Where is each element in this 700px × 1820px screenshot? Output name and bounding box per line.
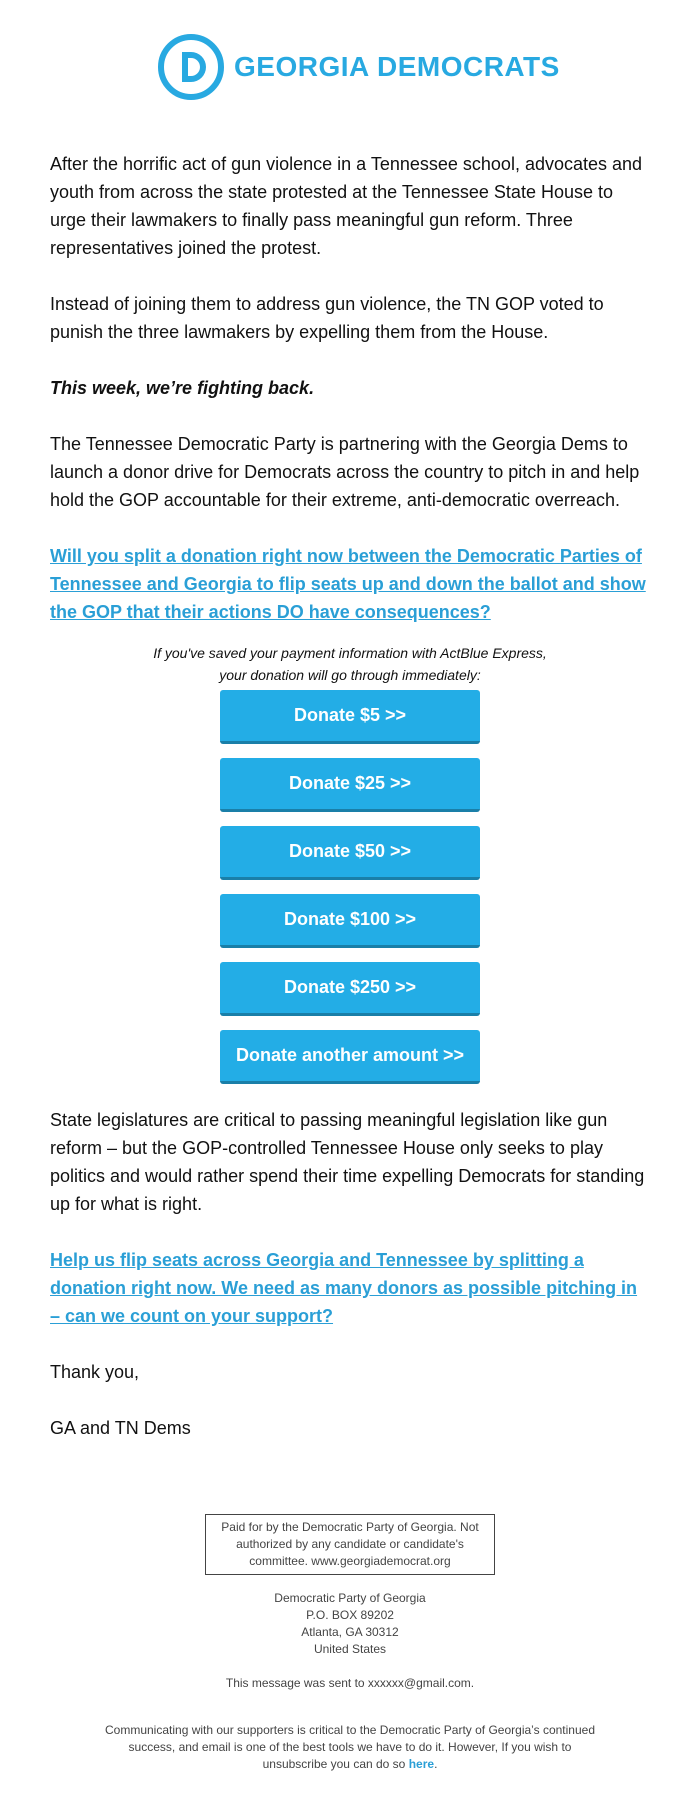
email-footer [0,1514,700,1773]
donate-button-group [50,690,650,1098]
actblue-express-note-line2: your donation will go through immediately: [219,667,481,683]
brand-name: GEORGIA DEMOCRATS [234,51,560,82]
address-line: Democratic Party of Georgia [274,1591,426,1605]
gop-vote-paragraph: Instead of joining them to address gun violence, the TN GOP voted to punish the three lawmakers by expelling them from the House. [50,294,604,342]
georgia-democrats-logo[interactable] [158,34,560,100]
email-body [50,150,650,1470]
donate-25-button[interactable]: Donate $25 >> [220,758,480,812]
unsubscribe-text: Communicating with our supporters is critical to the Democratic Party of Georgia’s continued success, and email is one of the best tools we have to do it. However, If you wish to unsubscribe you can do so [105,1723,595,1771]
mailing-address [0,1590,700,1658]
donate-5-button[interactable]: Donate $5 >> [220,690,480,744]
state-legislatures-paragraph: State legislatures are critical to passing meaningful legislation like gun reform – but the GOP-controlled Tennessee House only seeks to play politics and would rather spend their time expelling Democrats for standing up for what is right. [50,1110,645,1214]
donate-100-button[interactable]: Donate $100 >> [220,894,480,948]
address-line: Atlanta, GA 30312 [301,1625,399,1639]
donate-50-button[interactable]: Donate $50 >> [220,826,480,880]
donor-drive-paragraph: The Tennessee Democratic Party is partnering with the Georgia Dems to launch a donor drive for Democrats across the country to pitch in and help hold the GOP accountable for their extreme, anti-democratic overreach. [50,434,640,510]
split-donation-link[interactable]: Will you split a donation right now between the Democratic Parties of Tennessee and Georgia to flip seats up and down the ballot and show the GOP that their actions DO have consequences? [50,546,646,622]
signoff-text: GA and TN Dems [50,1418,191,1438]
address-line: P.O. BOX 89202 [306,1608,394,1622]
paid-for-disclaimer: Paid for by the Democratic Party of Georgia. Not authorized by any candidate or candidate's committee. www.georgiademocrat.org [205,1514,495,1575]
intro-paragraph: After the horrific act of gun violence in a Tennessee school, advocates and youth from across the state protested at the Tennessee State House to urge their lawmakers to finally pass meaningful gun reform. Three representatives joined the protest. [50,154,643,258]
thank-you-text: Thank you, [50,1362,140,1382]
flip-seats-link[interactable]: Help us flip seats across Georgia and Tennessee by splitting a donation right now. We need as many donors as possible pitching in – can we count on your support? [50,1250,638,1326]
unsubscribe-link[interactable]: here [408,1757,435,1771]
donate-other-amount-button[interactable]: Donate another amount >> [220,1030,480,1084]
unsubscribe-period: . [434,1757,438,1771]
sent-to-notice: This message was sent to xxxxxx@gmail.com. [225,1676,475,1690]
unsubscribe-notice [100,1722,600,1773]
fighting-back-heading: This week, we’re fighting back. [50,378,315,398]
donate-250-button[interactable]: Donate $250 >> [220,962,480,1016]
actblue-express-note-line1: If you've saved your payment information with ActBlue Express, [153,645,547,661]
address-line: United States [313,1642,387,1656]
democrat-d-logo-icon [158,34,224,100]
